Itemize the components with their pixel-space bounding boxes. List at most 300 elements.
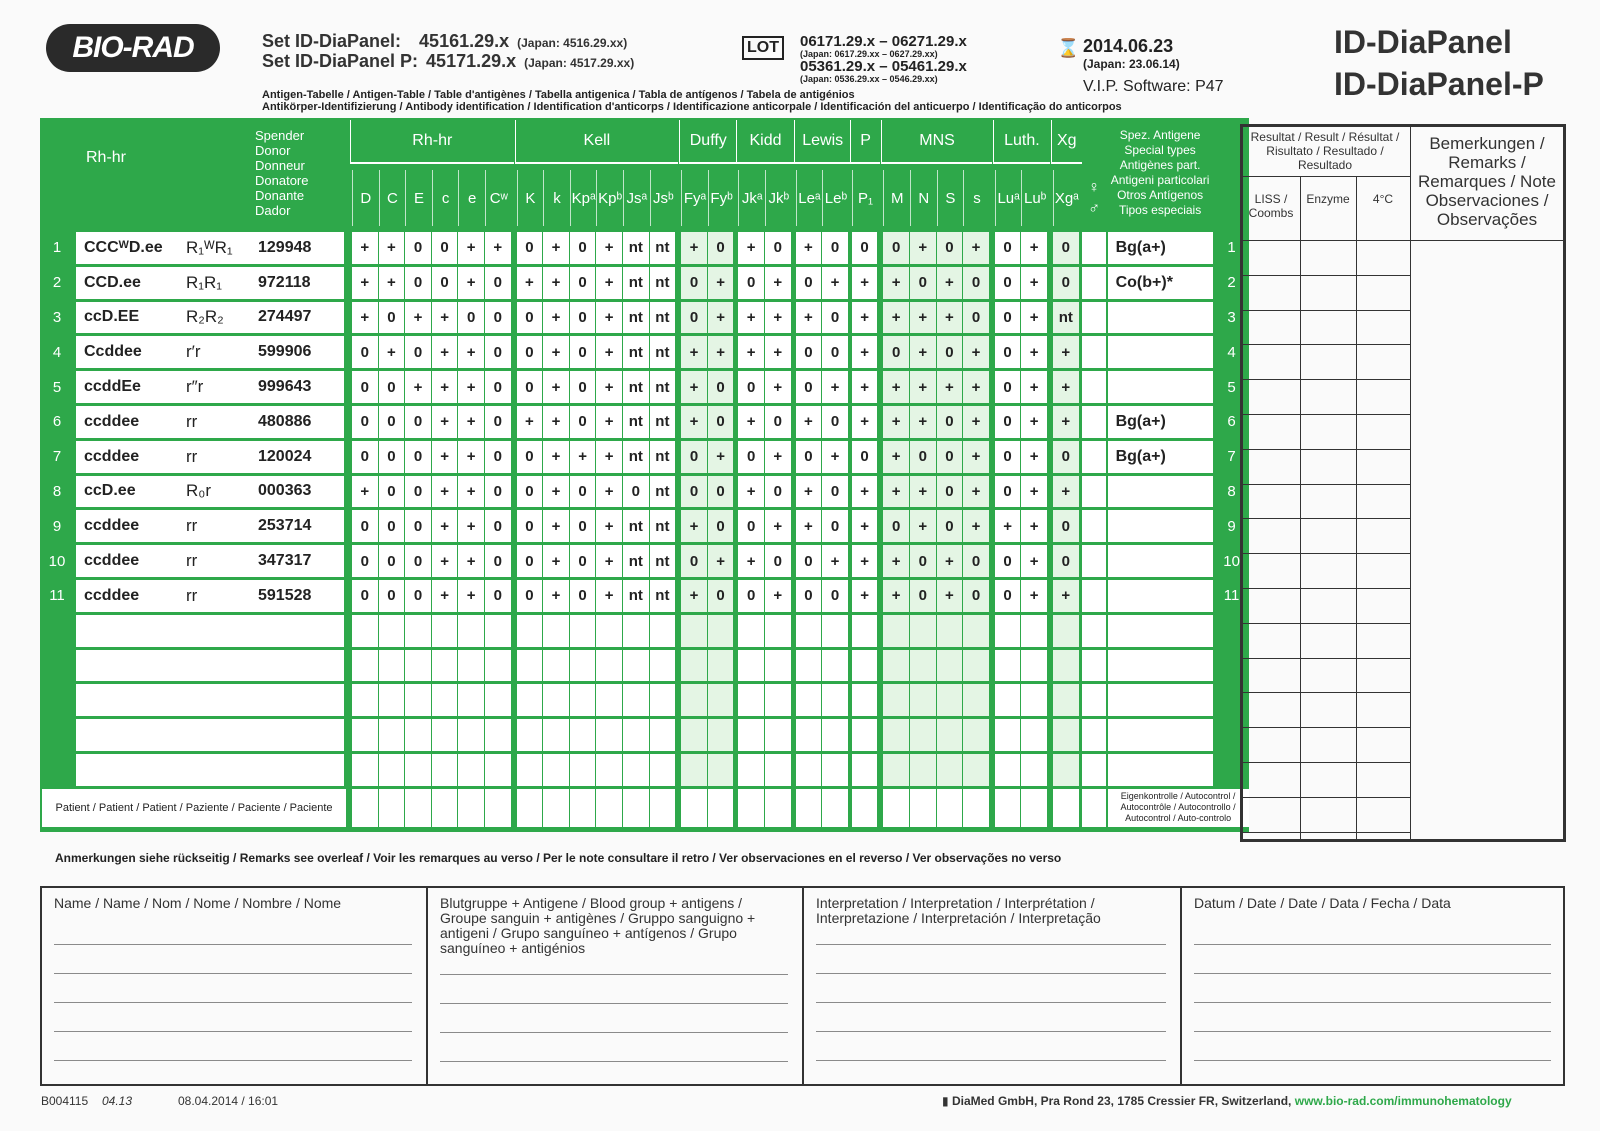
row-number: 2 [52, 274, 62, 292]
row-number-right: 1 [1227, 239, 1236, 257]
patient-antigen-cell [708, 789, 734, 827]
antigen-cell: + [852, 510, 878, 542]
form-write-line[interactable] [816, 1060, 1166, 1061]
antigen-cell: + [681, 232, 707, 264]
antigen-cell: 0 [822, 406, 848, 438]
form-write-line[interactable] [816, 1031, 1166, 1032]
antigen-cell: + [910, 336, 936, 368]
antigen-cell: + [796, 510, 822, 542]
antigen-cell: + [596, 302, 622, 334]
sex-cell [1082, 267, 1106, 299]
remarks-note: Anmerkungen siehe rückseitig / Remarks see overleaf / Voir les remarques au verso / Per le note consultare il retro / Ver observaciones en el reverso / Ver observações no verso [55, 851, 1062, 865]
antigen-header: Leᵇ [822, 170, 849, 226]
antigen-cell: 0 [485, 510, 511, 542]
antigen-cell: 0 [405, 476, 431, 508]
result-row-divider [1240, 310, 1410, 311]
antigen-cell: + [596, 406, 622, 438]
row-special-area [1108, 615, 1213, 647]
antigen-cell: 0 [570, 232, 596, 264]
expiry-date: 2014.06.23 [1083, 36, 1174, 56]
antigen-cell: + [852, 406, 878, 438]
antigen-cell [681, 719, 707, 751]
antigen-cell: 0 [995, 580, 1021, 612]
company-address: ▮ DiaMed GmbH, Pra Rond 23, 1785 Cressier FR, Switzerland, www.bio-rad.com/immunohematology [942, 1094, 1512, 1108]
antigen-cell [379, 719, 405, 751]
antigen-cell: 0 [910, 267, 936, 299]
patient-antigen-cell [937, 789, 963, 827]
antigen-cell: 0 [432, 232, 458, 264]
antigen-cell: nt [623, 441, 649, 473]
form-write-line[interactable] [1194, 973, 1551, 974]
antigen-cell: + [822, 267, 848, 299]
antigen-cell [1053, 719, 1079, 751]
form-write-line[interactable] [54, 973, 412, 974]
patient-antigen-cell [485, 789, 511, 827]
patient-antigen-cell [963, 789, 989, 827]
form-write-line[interactable] [1194, 1060, 1551, 1061]
antigen-cell [485, 719, 511, 751]
antigen-cell: + [883, 545, 909, 577]
antigen-cell: + [379, 267, 405, 299]
antigen-cell: 0 [485, 406, 511, 438]
antigen-cell [543, 684, 569, 716]
antigen-cell: 0 [738, 580, 764, 612]
form-write-line[interactable] [816, 1002, 1166, 1003]
form-write-line[interactable] [54, 944, 412, 945]
result-row-divider [1240, 797, 1410, 798]
sex-symbol: ♀ ♂ [1085, 178, 1103, 218]
row-number: 1 [52, 239, 62, 257]
row-number-right: 11 [1223, 587, 1240, 605]
group-header-p: P [850, 120, 881, 164]
antigen-cell: 0 [765, 232, 791, 264]
antigen-cell: 0 [517, 580, 543, 612]
lot-label: LOT [742, 36, 784, 60]
row-number-right: 7 [1227, 448, 1236, 466]
antigen-cell: + [405, 302, 431, 334]
antigen-cell [596, 754, 622, 786]
antigen-cell [1053, 684, 1079, 716]
antigen-cell: + [458, 336, 484, 368]
antigen-cell: 0 [379, 371, 405, 403]
antigen-cell: + [852, 476, 878, 508]
antigen-cell [517, 754, 543, 786]
antigen-cell [379, 684, 405, 716]
antigen-cell: + [1053, 476, 1079, 508]
phenotype: CCD.ee [84, 273, 141, 291]
antigen-cell [543, 719, 569, 751]
antigen-cell: nt [650, 510, 676, 542]
antigen-cell [738, 684, 764, 716]
row-number-right: 9 [1227, 517, 1236, 535]
patient-antigen-cell [852, 789, 878, 827]
antigen-cell [963, 754, 989, 786]
patient-antigen-cell [623, 789, 649, 827]
antigen-cell: 0 [1053, 441, 1079, 473]
row-number: 11 [49, 587, 65, 605]
antigen-cell [796, 615, 822, 647]
form-write-line[interactable] [1194, 1002, 1551, 1003]
antigen-cell: nt [623, 510, 649, 542]
antigen-cell: + [543, 336, 569, 368]
antigen-cell [458, 754, 484, 786]
antigen-cell: + [910, 406, 936, 438]
form-write-line[interactable] [54, 1002, 412, 1003]
antigen-cell: + [883, 580, 909, 612]
form-write-line[interactable] [54, 1031, 412, 1032]
antigen-cell: nt [623, 545, 649, 577]
antigen-header: Jsᵇ [650, 170, 677, 226]
form-write-line[interactable] [816, 973, 1166, 974]
form-column-divider [426, 886, 428, 1086]
antigen-cell: + [708, 302, 734, 334]
row-special-area [1108, 650, 1213, 682]
antigen-cell: + [852, 545, 878, 577]
antigen-cell [405, 615, 431, 647]
antigen-cell: 0 [405, 336, 431, 368]
antigen-cell: nt [650, 302, 676, 334]
form-write-line[interactable] [440, 1032, 788, 1033]
antigen-cell [458, 684, 484, 716]
form-write-line[interactable] [1194, 944, 1551, 945]
result-row-divider [1240, 658, 1410, 659]
antigen-cell: 0 [937, 441, 963, 473]
antigen-cell: + [765, 510, 791, 542]
antigen-cell [681, 615, 707, 647]
antigen-cell: + [1021, 476, 1047, 508]
antigen-cell [405, 684, 431, 716]
antigen-cell: 0 [517, 336, 543, 368]
antigen-cell [738, 719, 764, 751]
antigen-cell: 0 [995, 406, 1021, 438]
antigen-cell: 0 [995, 336, 1021, 368]
row-number: 10 [48, 552, 66, 570]
patient-antigen-cell [1021, 789, 1047, 827]
antigen-cell: + [796, 406, 822, 438]
antigen-cell [852, 719, 878, 751]
donor-number: 253714 [258, 517, 312, 535]
form-write-line[interactable] [440, 1003, 788, 1004]
set-line-2: Set ID-DiaPanel P: 45171.29.x (Japan: 4517.29.xx) [262, 51, 635, 71]
antigen-cell [352, 754, 378, 786]
antigen-cell: + [596, 371, 622, 403]
antigen-cell: + [883, 441, 909, 473]
antigen-cell: + [681, 406, 707, 438]
form-write-line[interactable] [440, 1061, 788, 1062]
form-write-line[interactable] [54, 1060, 412, 1061]
patient-antigen-cell [910, 789, 936, 827]
antigen-cell: 0 [570, 336, 596, 368]
antigen-cell: 0 [405, 580, 431, 612]
antigen-cell: 0 [738, 510, 764, 542]
antigen-cell: nt [650, 476, 676, 508]
antigen-header: C [379, 170, 406, 226]
antigen-cell: + [1053, 371, 1079, 403]
antigen-cell: + [543, 267, 569, 299]
special-antigen [1116, 302, 1213, 334]
special-antigen: Bg(a+) [1115, 447, 1166, 465]
result-row-divider [1240, 623, 1410, 624]
antigen-cell: + [910, 302, 936, 334]
antigen-cell: 0 [517, 476, 543, 508]
antigen-cell [485, 615, 511, 647]
antigen-cell: + [963, 371, 989, 403]
patient-antigen-cell [796, 789, 822, 827]
patient-antigen-cell [1053, 789, 1079, 827]
antigen-cell: 0 [517, 545, 543, 577]
antigen-cell: 0 [708, 232, 734, 264]
antigen-cell [995, 650, 1021, 682]
antigen-cell [681, 684, 707, 716]
antigen-cell [570, 719, 596, 751]
hourglass-icon: ⌛ [1057, 38, 1080, 58]
antigen-cell: 0 [681, 441, 707, 473]
row-number-right: 6 [1227, 413, 1236, 431]
antigen-cell: + [738, 476, 764, 508]
antigen-cell: 0 [708, 476, 734, 508]
antigen-cell [405, 719, 431, 751]
antigen-cell: + [517, 406, 543, 438]
antigen-cell: + [963, 406, 989, 438]
antigen-cell: 0 [485, 441, 511, 473]
antigen-cell: nt [623, 232, 649, 264]
antigen-cell: 0 [517, 232, 543, 264]
antigen-cell: + [765, 302, 791, 334]
antigen-cell: + [596, 510, 622, 542]
antigen-cell [852, 684, 878, 716]
antigen-cell: 0 [1053, 545, 1079, 577]
antigen-cell: + [596, 336, 622, 368]
special-antigens-header: Spez. Antigene Special types Antigènes part. Antigeni particolari Otros Antígenos Tipos especiais [1110, 128, 1210, 217]
title-diapanel-p: ID-DiaPanel-P [1334, 66, 1544, 102]
antigen-cell: 0 [379, 441, 405, 473]
antigen-cell: + [1053, 580, 1079, 612]
antigen-header: s [963, 170, 990, 226]
antigen-cell: + [1021, 545, 1047, 577]
antigen-cell [995, 719, 1021, 751]
group-header-lewis: Lewis [794, 120, 851, 164]
patient-antigen-cell [543, 789, 569, 827]
antigen-cell: + [796, 476, 822, 508]
antigen-cell [738, 615, 764, 647]
antigen-cell [623, 754, 649, 786]
antigen-header: Fyᵇ [708, 170, 735, 226]
antigen-cell: + [852, 302, 878, 334]
antigen-cell [458, 650, 484, 682]
row-label-area [76, 684, 344, 716]
form-code: B004115 [41, 1094, 89, 1108]
antigen-cell: + [432, 302, 458, 334]
result-row-divider [1240, 762, 1410, 763]
antigen-cell: + [708, 336, 734, 368]
phenotype: ccddee [84, 412, 140, 430]
group-header-kell: Kell [515, 120, 679, 164]
antigen-cell: + [852, 580, 878, 612]
antigen-cell: 0 [570, 580, 596, 612]
antigen-cell: + [352, 476, 378, 508]
antigen-cell: + [937, 371, 963, 403]
antigen-cell: 0 [995, 441, 1021, 473]
antigen-cell: 0 [485, 545, 511, 577]
result-row-divider [1240, 832, 1410, 833]
antigen-cell [1021, 650, 1047, 682]
row-label-area [76, 754, 344, 786]
antigen-cell: + [458, 371, 484, 403]
antigen-cell [822, 615, 848, 647]
antigen-cell: 0 [517, 302, 543, 334]
antigen-cell [650, 754, 676, 786]
phenotype: ccD.ee [84, 482, 136, 500]
antigen-cell: + [543, 545, 569, 577]
antigen-cell [352, 719, 378, 751]
website-link[interactable]: www.bio-rad.com/immunohematology [1294, 1094, 1512, 1108]
donor-number: 347317 [258, 552, 312, 570]
antigen-cell: 0 [517, 441, 543, 473]
result-col-1: Enzyme [1306, 192, 1350, 206]
antigen-cell: 0 [379, 302, 405, 334]
antigen-cell: 0 [681, 302, 707, 334]
antigen-cell: + [937, 302, 963, 334]
antigen-cell: 0 [852, 441, 878, 473]
patient-antigen-cell [681, 789, 707, 827]
antigen-cell: 0 [485, 580, 511, 612]
antigen-cell [995, 684, 1021, 716]
antigen-cell: 0 [765, 545, 791, 577]
antigen-cell [379, 615, 405, 647]
antigen-cell [681, 650, 707, 682]
antigen-header: S [937, 170, 964, 226]
antigen-cell [405, 650, 431, 682]
antigen-cell: + [738, 545, 764, 577]
antigen-cell: 0 [883, 510, 909, 542]
antigen-cell: 0 [883, 232, 909, 264]
phenotype: ccddee [84, 586, 140, 604]
antigen-cell: + [1021, 510, 1047, 542]
sex-cell [1082, 650, 1106, 682]
result-divider [1356, 176, 1357, 842]
donor-number: 000363 [258, 482, 312, 500]
sex-cell [1082, 719, 1106, 751]
antigen-cell: 0 [708, 406, 734, 438]
antigen-cell [596, 684, 622, 716]
antigen-cell: 0 [883, 336, 909, 368]
antigen-cell: 0 [485, 336, 511, 368]
antigen-cell: + [458, 267, 484, 299]
row-label-area [76, 615, 344, 647]
antigen-cell: 0 [570, 545, 596, 577]
antigen-cell: + [543, 406, 569, 438]
form-write-line[interactable] [1194, 1031, 1551, 1032]
donor-number: 274497 [258, 308, 312, 326]
sex-cell [1082, 336, 1106, 368]
special-antigen [1116, 510, 1213, 542]
antigen-cell: + [458, 545, 484, 577]
result-divider [1410, 124, 1411, 842]
antigen-cell [432, 719, 458, 751]
antigen-cell: + [708, 441, 734, 473]
antigen-cell [517, 719, 543, 751]
antigen-header: E [405, 170, 432, 226]
antigen-cell [883, 650, 909, 682]
antigen-cell: 0 [708, 510, 734, 542]
result-col-2: 4°C [1372, 192, 1394, 206]
antigen-cell: 0 [458, 302, 484, 334]
antigen-cell [1053, 615, 1079, 647]
antigen-cell [596, 615, 622, 647]
antigen-cell [963, 684, 989, 716]
sex-cell [1082, 232, 1106, 264]
row-label-area [76, 719, 344, 751]
rh-genotype: R₂R₂ [186, 307, 224, 327]
antigen-cell: + [822, 371, 848, 403]
antigen-cell: nt [650, 545, 676, 577]
form-write-line[interactable] [440, 974, 788, 975]
antigen-cell: 0 [352, 510, 378, 542]
antigen-cell: 0 [379, 476, 405, 508]
result-row-divider [1240, 484, 1410, 485]
result-row-divider [1240, 414, 1410, 415]
antigen-cell: + [1053, 406, 1079, 438]
antigen-cell [596, 650, 622, 682]
sex-cell [1082, 371, 1106, 403]
antigen-cell: 0 [937, 510, 963, 542]
result-subheader-divider [1240, 176, 1410, 177]
group-header-mns: MNS [881, 120, 991, 164]
antigen-cell [708, 684, 734, 716]
antigen-cell: 0 [405, 441, 431, 473]
antigen-cell [796, 754, 822, 786]
antigen-cell: 0 [623, 476, 649, 508]
row-special-area [1108, 719, 1213, 751]
antigen-cell: + [596, 545, 622, 577]
antigen-cell: + [995, 510, 1021, 542]
form-label-interpretation: Interpretation / Interpretation / Interprétation / Interpretazione / Interpretación / Interpretação [816, 895, 1101, 926]
antigen-cell: + [937, 545, 963, 577]
antigen-cell: + [570, 441, 596, 473]
antigen-cell [937, 650, 963, 682]
antigen-cell: 0 [822, 232, 848, 264]
antigen-cell [995, 615, 1021, 647]
antigen-cell [852, 650, 878, 682]
form-version: 04.13 [102, 1094, 133, 1108]
antigen-cell [432, 615, 458, 647]
antigen-cell: 0 [765, 476, 791, 508]
antigen-cell: 0 [995, 232, 1021, 264]
antigen-cell: + [596, 232, 622, 264]
antigen-cell: 0 [963, 580, 989, 612]
antigen-cell: 0 [405, 232, 431, 264]
antigen-cell [708, 719, 734, 751]
rh-genotype: R₁ᵂR₁ [186, 237, 233, 257]
antigen-header: M [883, 170, 910, 226]
sex-cell [1082, 545, 1106, 577]
antigen-cell [517, 684, 543, 716]
antigen-cell: + [543, 510, 569, 542]
antigen-cell: 0 [995, 545, 1021, 577]
antigen-cell: + [485, 232, 511, 264]
antigen-cell: 0 [963, 545, 989, 577]
antigen-cell: 0 [485, 476, 511, 508]
form-write-line[interactable] [816, 944, 1166, 945]
antigen-cell: nt [623, 371, 649, 403]
form-label-name: Name / Name / Nom / Nome / Nombre / Nome [54, 895, 342, 911]
antigen-cell: nt [650, 580, 676, 612]
antigen-cell: + [963, 232, 989, 264]
antigen-cell: + [379, 232, 405, 264]
antigen-cell: + [963, 336, 989, 368]
antigen-cell: nt [623, 336, 649, 368]
antigen-cell [738, 754, 764, 786]
